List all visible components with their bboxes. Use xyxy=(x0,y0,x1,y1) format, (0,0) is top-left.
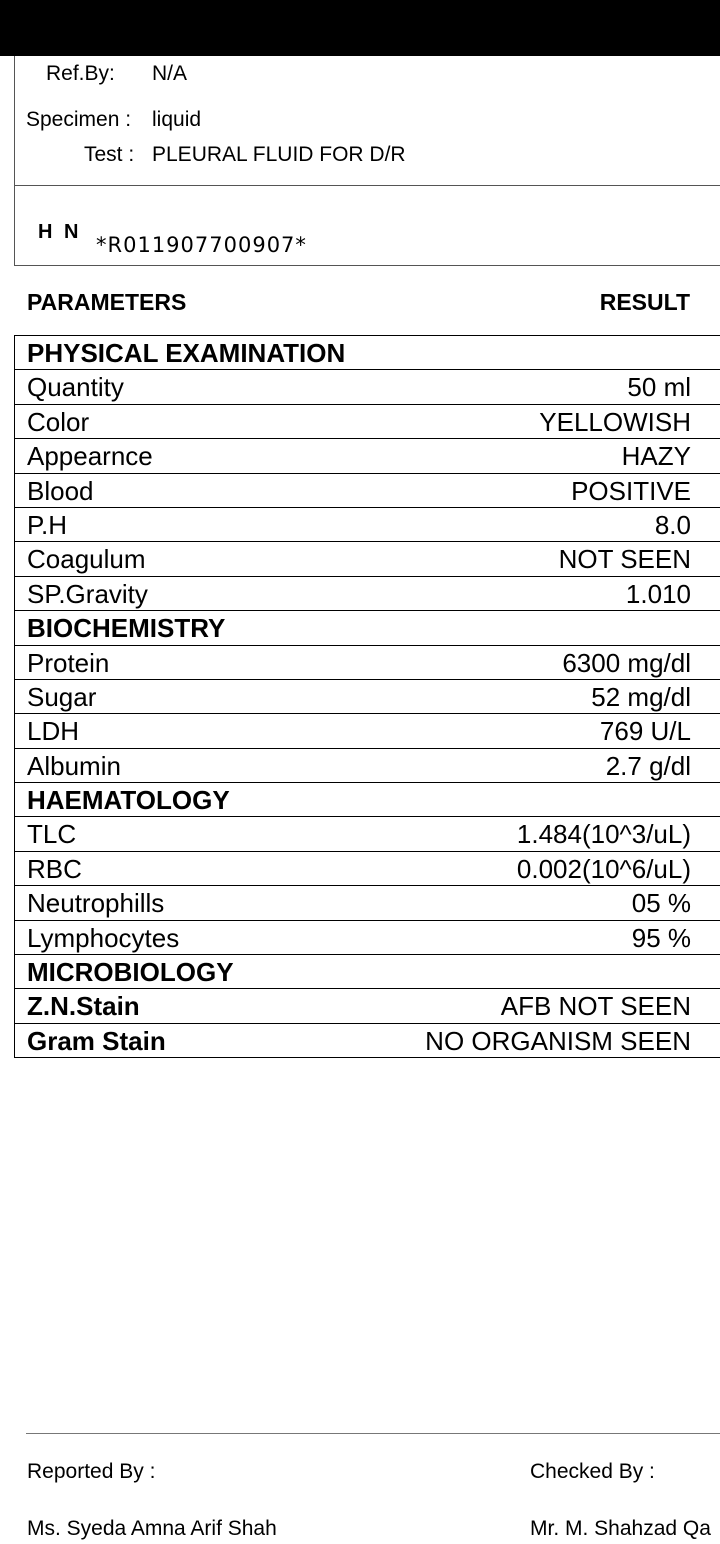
section-title: MICROBIOLOGY xyxy=(27,957,234,988)
reported-by-name: Ms. Syeda Amna Arif Shah xyxy=(27,1517,277,1540)
table-row xyxy=(15,749,720,783)
table-row xyxy=(15,817,720,851)
test-label: Test : xyxy=(84,143,135,166)
table-row xyxy=(15,474,720,508)
result-value: 0.002(10^6/uL) xyxy=(516,853,691,884)
result-value: 8.0 xyxy=(654,509,691,540)
result-value: 2.7 g/dl xyxy=(605,750,691,781)
top-bar xyxy=(0,0,720,56)
parameter-name: Blood xyxy=(27,475,94,506)
table-row xyxy=(15,370,720,404)
result-value: 95 % xyxy=(631,922,691,953)
result-value: AFB NOT SEEN xyxy=(500,991,691,1022)
result-header: RESULT xyxy=(599,289,690,315)
result-value: YELLOWISH xyxy=(539,406,691,437)
section-row xyxy=(15,783,720,817)
result-value: 05 % xyxy=(631,888,691,919)
result-value: HAZY xyxy=(621,441,691,472)
header-divider xyxy=(14,185,720,186)
section-title: BIOCHEMISTRY xyxy=(27,613,226,644)
parameter-name: Quantity xyxy=(27,372,124,403)
test-value: PLEURAL FLUID FOR D/R xyxy=(152,143,406,166)
footer-divider xyxy=(26,1433,720,1434)
results-table xyxy=(14,335,720,1058)
result-value: NOT SEEN xyxy=(558,544,691,575)
hn-barcode-text: *R011907700907* xyxy=(96,233,307,257)
checked-by-name: Mr. M. Shahzad Qa xyxy=(530,1517,711,1540)
section-row xyxy=(15,955,720,989)
parameter-name: Lymphocytes xyxy=(27,922,180,953)
parameter-name: Z.N.Stain xyxy=(27,991,140,1022)
table-row xyxy=(15,714,720,748)
parameter-name: Coagulum xyxy=(27,544,146,575)
parameter-name: Color xyxy=(27,406,90,437)
section-title: PHYSICAL EXAMINATION xyxy=(27,338,346,368)
result-value: 769 U/L xyxy=(599,716,691,747)
parameter-name: Sugar xyxy=(27,681,97,712)
parameter-name: SP.Gravity xyxy=(27,578,148,609)
section-title: HAEMATOLOGY xyxy=(27,785,230,816)
parameter-name: Protein xyxy=(27,647,110,678)
header-box-bottom-border xyxy=(14,265,720,266)
result-value: NO ORGANISM SEEN xyxy=(425,1025,691,1056)
checked-by-label: Checked By : xyxy=(530,1460,655,1483)
result-value: POSITIVE xyxy=(571,475,691,506)
table-row xyxy=(15,405,720,439)
result-value: 1.010 xyxy=(625,578,691,609)
parameters-header: PARAMETERS xyxy=(27,289,187,315)
table-row xyxy=(15,886,720,920)
table-row xyxy=(15,921,720,955)
result-value: 50 ml xyxy=(627,372,691,403)
specimen-value: liquid xyxy=(152,108,202,131)
specimen-label: Specimen : xyxy=(26,108,132,131)
reported-by-label: Reported By : xyxy=(27,1460,156,1483)
table-row xyxy=(15,646,720,680)
table-row xyxy=(15,852,720,886)
section-row xyxy=(15,336,720,370)
parameter-name: P.H xyxy=(27,509,67,540)
parameter-name: TLC xyxy=(27,819,77,850)
table-row xyxy=(15,1024,720,1058)
parameter-name: Neutrophills xyxy=(27,888,165,919)
table-row xyxy=(15,989,720,1023)
result-value: 6300 mg/dl xyxy=(562,647,691,678)
table-row xyxy=(15,577,720,611)
parameter-name: RBC xyxy=(27,853,82,884)
ref-by-label: Ref.By: xyxy=(46,62,115,85)
table-row xyxy=(15,439,720,473)
parameter-name: LDH xyxy=(27,716,80,747)
header-box-left-border xyxy=(14,56,15,266)
parameter-name: Albumin xyxy=(27,750,121,781)
section-row xyxy=(15,611,720,645)
hn-label: H N xyxy=(38,221,82,243)
table-row xyxy=(15,508,720,542)
table-row xyxy=(15,542,720,576)
result-value: 52 mg/dl xyxy=(591,681,691,712)
table-row xyxy=(15,680,720,714)
ref-by-value: N/A xyxy=(152,62,188,85)
parameter-name: Appearnce xyxy=(27,441,153,472)
parameter-name: Gram Stain xyxy=(27,1025,166,1056)
result-value: 1.484(10^3/uL) xyxy=(516,819,691,850)
